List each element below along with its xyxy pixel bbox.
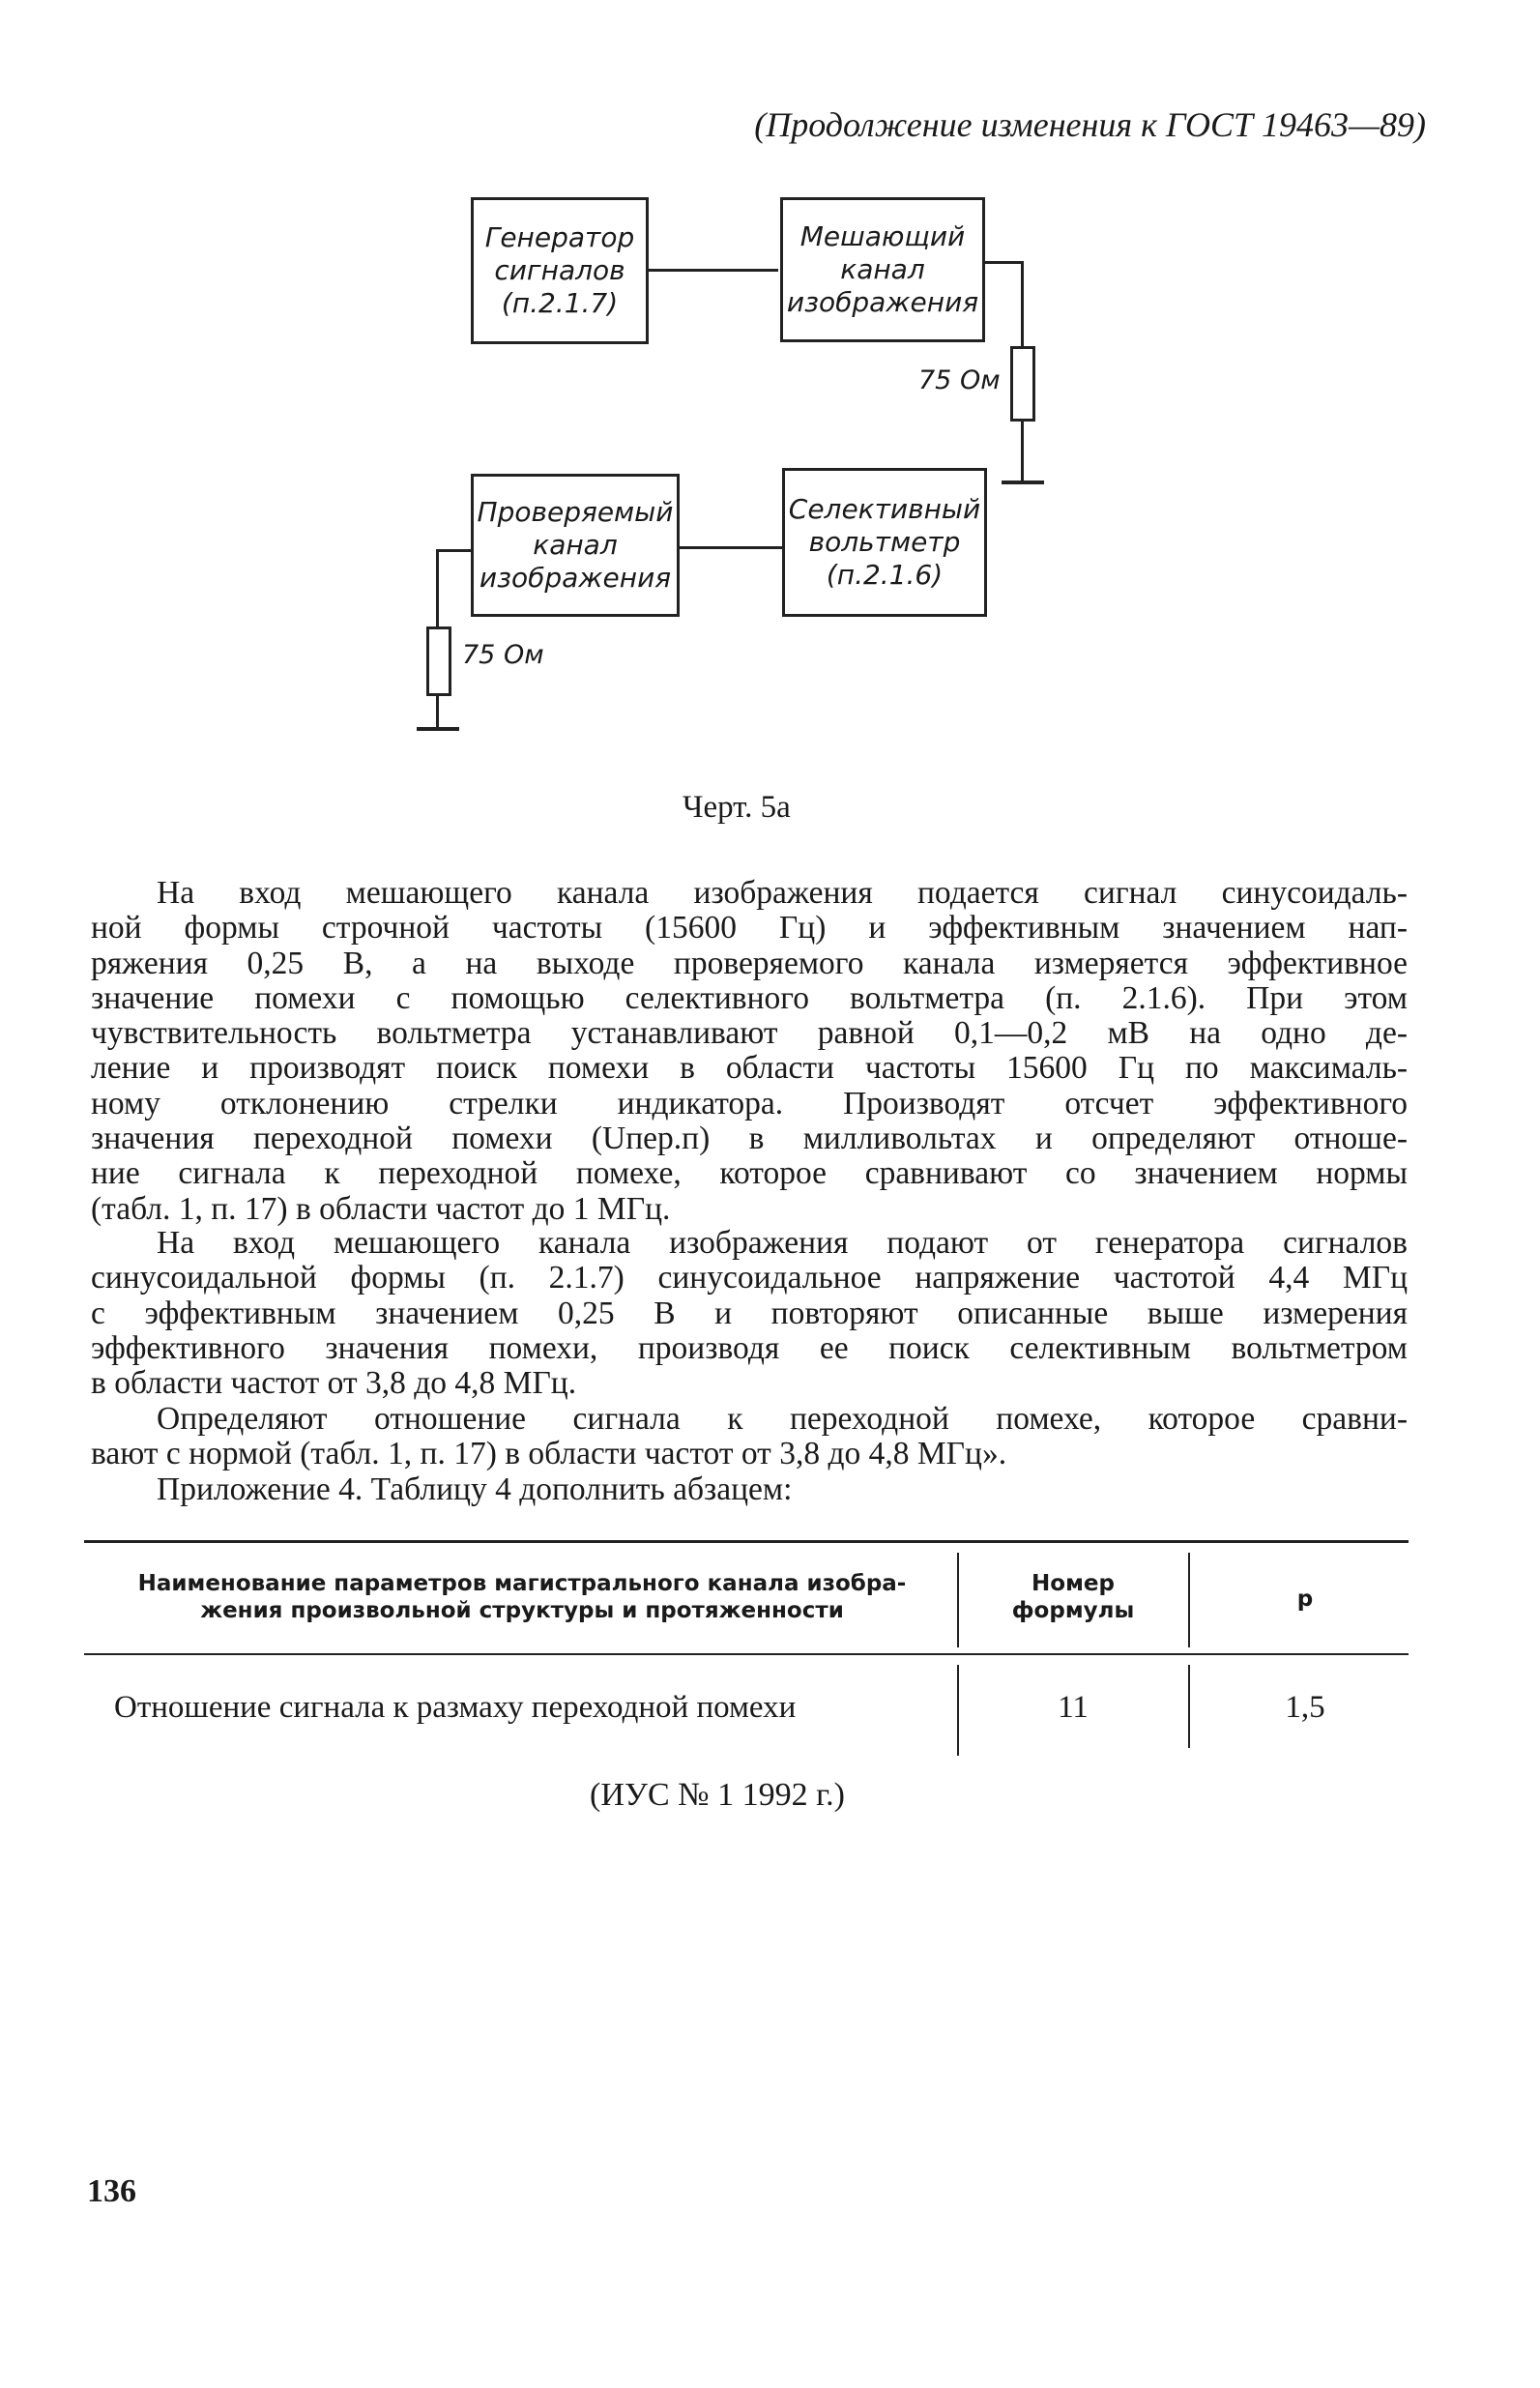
p3-line: вают с нормой (табл. 1, п. 17) в области частот от 3,8 до 4,8 МГц».	[91, 1436, 1007, 1472]
wire-resistor-top-ground-lead	[1021, 418, 1024, 481]
block-diagram	[0, 0, 1540, 773]
ground-symbol-top	[1002, 481, 1044, 484]
block-voltmeter-line3: (п.2.1.6)	[826, 559, 944, 591]
block-tested-channel	[471, 474, 680, 617]
table-header-rule	[84, 1653, 1409, 1655]
block-signal-generator-line3: (п.2.1.7)	[501, 287, 619, 319]
p2-line: в области частот от 3,8 до 4,8 МГц.	[91, 1365, 577, 1402]
table-header-formula	[967, 1570, 1179, 1624]
block-signal-generator	[471, 197, 649, 344]
p1-line: чувствительность вольтметра устанавливают равной 0,1—0,2 мВ на одно де-	[91, 1015, 1408, 1052]
resistor-top-label: 75 Ом	[918, 365, 1001, 395]
wire-resistor-top-lead	[1021, 261, 1024, 346]
table-header-name-line1: Наименование параметров магистрального канала изобра-	[137, 1571, 907, 1596]
wire-tested-to-resistor	[436, 549, 475, 552]
resistor-75-ohm-bottom	[426, 626, 451, 696]
p2-line: На вход мешающего канала изображения подают от генератора сигналов	[157, 1225, 1408, 1261]
block-tested-line2: канал	[533, 529, 618, 561]
paragraph-1	[91, 876, 1408, 1227]
p1-line: значения переходной помехи (Uпер.п) в милливольтах и определяют отноше-	[91, 1121, 1408, 1157]
resistor-75-ohm-top	[1010, 346, 1035, 422]
block-interfering-line3: изображения	[786, 286, 979, 318]
table-col-divider-1	[957, 1553, 959, 1647]
figure-caption: Черт. 5а	[683, 790, 791, 825]
block-voltmeter-line2: вольтметр	[808, 526, 961, 558]
table-header-p: p	[1296, 1587, 1314, 1612]
p1-line: ряжения 0,25 В, а на выходе проверяемого канала измеряется эффективное	[91, 945, 1408, 981]
paragraph-3	[91, 1402, 1408, 1472]
table-header-name	[97, 1570, 947, 1624]
table-col-divider-1-body	[957, 1665, 959, 1756]
p2-line: синусоидальной формы (п. 2.1.7) синусоидальное напряжение частотой 4,4 МГц	[91, 1260, 1408, 1296]
p1-line: ление и производят поиск помехи в области частоты 15600 Гц по максималь-	[91, 1050, 1408, 1087]
p2-line: с эффективным значением 0,25 В и повторяют описанные выше измерения	[91, 1295, 1408, 1331]
page-number: 136	[87, 2173, 136, 2209]
wire-gen-to-interfering	[643, 269, 778, 272]
block-selective-voltmeter	[782, 468, 987, 617]
p1-line: ной формы строчной частоты (15600 Гц) и эффективным значением нап-	[91, 910, 1408, 946]
table-cell-formula: 11	[1058, 1690, 1089, 1725]
block-tested-line3: изображения	[479, 562, 672, 594]
table-cell-name: Отношение сигнала к размаху переходной помехи	[114, 1690, 797, 1725]
p2-line: эффективного значения помехи, производя ее поиск селективным вольтметром	[91, 1329, 1408, 1366]
table-cell-p: 1,5	[1285, 1690, 1325, 1725]
p1-line: На вход мешающего канала изображения подается сигнал синусоидаль-	[157, 875, 1408, 911]
p4-line: Приложение 4. Таблицу 4 дополнить абзацем:	[157, 1471, 793, 1507]
paragraph-2	[91, 1226, 1408, 1401]
p1-line: значение помехи с помощью селективного вольтметра (п. 2.1.6). При этом	[91, 979, 1408, 1016]
paragraph-4	[91, 1472, 1408, 1507]
block-voltmeter-line1: Селективный	[788, 493, 981, 525]
wire-resistor-bottom-ground-lead	[436, 691, 439, 728]
table-header-name-line2: жения произвольной структуры и протяженности	[200, 1598, 844, 1623]
table-header-formula-line1: Номер	[1032, 1571, 1115, 1596]
block-signal-generator-line2: сигналов	[494, 254, 625, 286]
table-col-divider-2-body	[1188, 1665, 1190, 1748]
p1-line: ние сигнала к переходной помехе, которое сравнивают со значением нормы	[91, 1155, 1408, 1192]
block-interfering-line1: Мешающий	[799, 220, 966, 252]
table-header-formula-line2: формулы	[1011, 1598, 1135, 1623]
table-col-divider-2	[1188, 1553, 1190, 1647]
table-top-rule	[84, 1540, 1409, 1543]
block-signal-generator-line1: Генератор	[484, 221, 635, 253]
block-interfering-line2: канал	[840, 253, 925, 285]
document-header: (Продолжение изменения к ГОСТ 19463—89)	[754, 105, 1426, 144]
ground-symbol-bottom	[417, 727, 459, 731]
p1-line: ному отклонению стрелки индикатора. Производят отсчет эффективного	[91, 1085, 1408, 1121]
p1-line: (табл. 1, п. 17) в области частот до 1 МГц.	[91, 1190, 671, 1227]
p3-line: Определяют отношение сигнала к переходной помехе, которое сравни-	[157, 1401, 1408, 1437]
resistor-bottom-label: 75 Ом	[462, 640, 544, 670]
block-tested-line1: Проверяемый	[477, 496, 674, 528]
wire-resistor-bottom-lead	[436, 549, 439, 626]
wire-interfering-to-resistor	[979, 261, 1023, 264]
wire-tested-to-voltmeter	[674, 546, 782, 549]
ius-reference: (ИУС № 1 1992 г.)	[590, 1777, 845, 1813]
block-interfering-channel	[780, 197, 985, 342]
